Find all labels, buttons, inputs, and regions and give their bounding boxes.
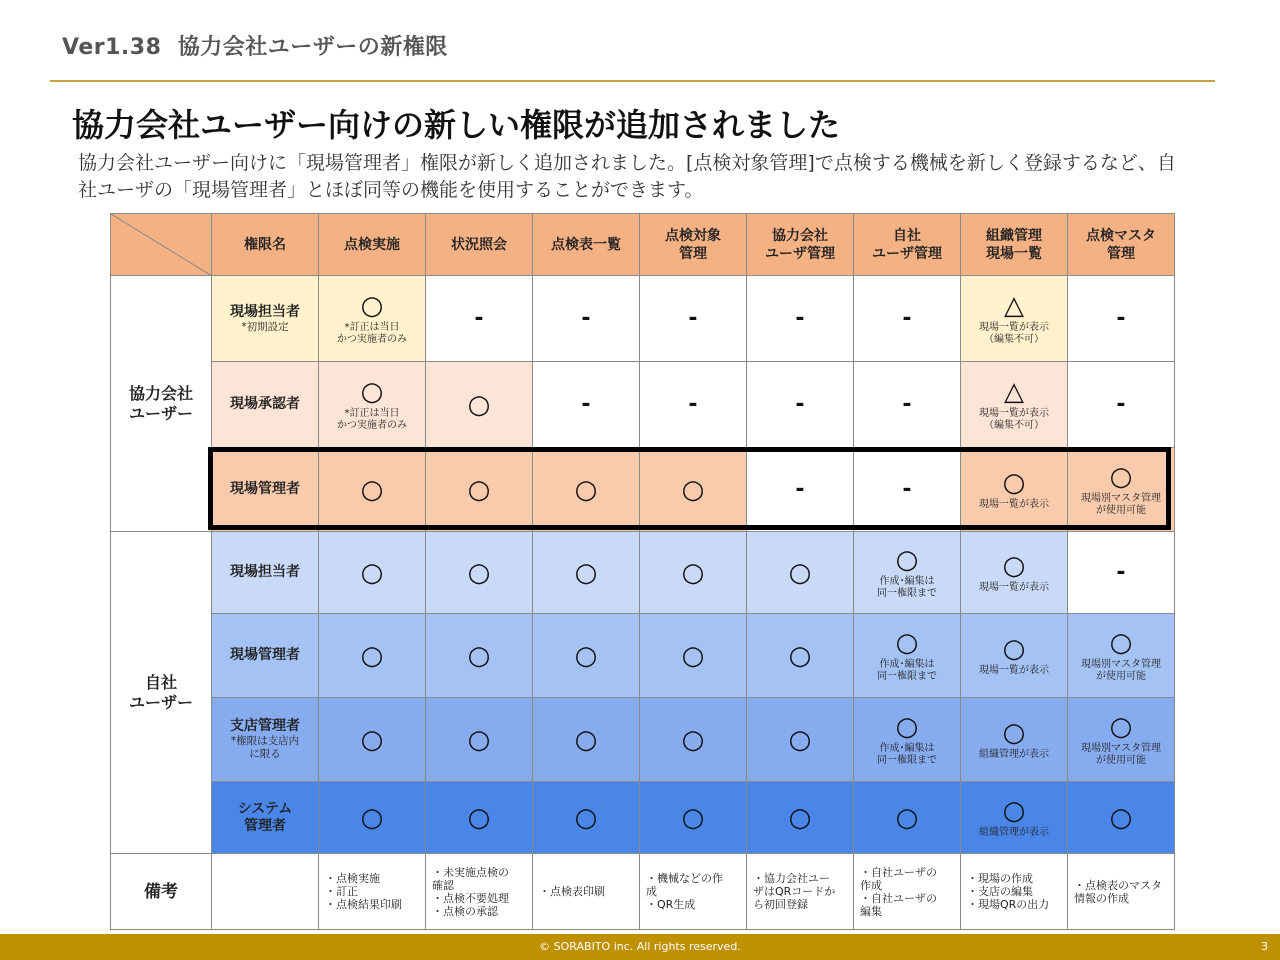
column-header: 点検表一覧 xyxy=(533,214,640,276)
remarks-cell: ・現場の作成 ・支店の編集 ・現場QRの出力 xyxy=(961,854,1068,930)
description: 協力会社ユーザー向けに「現場管理者」権限が新しく追加されました。[点検対象管理]で点検する機械を新しく登録するなど、自社ユーザの「現場管理者」とほぼ同等の機能を使用することができます。 xyxy=(78,152,1176,201)
permission-mark: ○ xyxy=(895,711,919,742)
permission-cell xyxy=(426,782,533,854)
remarks-cell: ・機械などの作 成 ・QR生成 xyxy=(640,854,747,930)
permission-cell xyxy=(533,782,640,854)
permission-cell xyxy=(533,448,640,532)
role-name: 現場担当者 xyxy=(230,303,300,320)
table-row xyxy=(111,614,1175,698)
remarks-cell: ・点検実施 ・訂正 ・点検結果印刷 xyxy=(319,854,426,930)
permission-mark: ○ xyxy=(574,474,598,505)
no-permission-mark: - xyxy=(1116,559,1126,585)
permission-note: 作成･編集は 同一権限まで xyxy=(877,742,937,766)
partial-permission-mark: △ xyxy=(1004,290,1024,321)
permission-note: 現場一覧が表示 xyxy=(979,581,1049,593)
permission-cell xyxy=(640,614,747,698)
permission-note: 組織管理が表示 xyxy=(979,826,1049,838)
permission-mark: ○ xyxy=(681,802,705,833)
permission-mark: ○ xyxy=(574,724,598,755)
permission-cell xyxy=(854,276,961,362)
remarks-cell: ・点検表のマスタ 情報の作成 xyxy=(1068,854,1175,930)
permission-cell xyxy=(961,782,1068,854)
no-permission-mark: - xyxy=(1116,391,1126,417)
permission-mark: ○ xyxy=(360,724,384,755)
permission-cell xyxy=(426,698,533,782)
permission-cell xyxy=(533,362,640,448)
permission-mark: ○ xyxy=(681,640,705,671)
table-row xyxy=(111,276,1175,362)
permission-note: 現場一覧が表示 xyxy=(979,664,1049,676)
column-header: 協力会社 ユーザ管理 xyxy=(747,214,854,276)
no-permission-mark: - xyxy=(474,305,484,331)
permission-cell xyxy=(747,698,854,782)
permission-mark: ○ xyxy=(895,627,919,658)
permission-mark: ○ xyxy=(788,557,812,588)
remarks-label: 備考 xyxy=(111,854,212,930)
permission-note: *訂正は当日 かつ実施者のみ xyxy=(337,407,407,431)
no-permission-mark: - xyxy=(902,391,912,417)
permission-mark: ○ xyxy=(467,640,491,671)
permission-cell xyxy=(319,532,426,614)
column-header: 点検対象 管理 xyxy=(640,214,747,276)
permission-mark: ○ xyxy=(467,802,491,833)
permission-cell xyxy=(640,362,747,448)
role-name: 現場管理者 xyxy=(230,647,300,663)
no-permission-mark: - xyxy=(688,305,698,331)
table-row xyxy=(111,532,1175,614)
permission-cell xyxy=(961,276,1068,362)
permission-cell xyxy=(747,782,854,854)
permission-cell xyxy=(426,276,533,362)
no-permission-mark: - xyxy=(795,305,805,331)
no-permission-mark: - xyxy=(688,391,698,417)
no-permission-mark: - xyxy=(581,391,591,417)
permission-cell xyxy=(854,782,961,854)
page-title: 協力会社ユーザー向けの新しい権限が追加されました xyxy=(72,106,841,144)
permission-note: *訂正は当日 かつ実施者のみ xyxy=(337,321,407,345)
permission-mark: ○ xyxy=(574,802,598,833)
footer xyxy=(0,934,1280,960)
table-row xyxy=(111,698,1175,782)
role-name: 現場承認者 xyxy=(230,396,300,412)
header-title: 協力会社ユーザーの新権限 xyxy=(177,35,448,60)
permission-cell xyxy=(533,698,640,782)
permission-cell xyxy=(854,448,961,532)
permission-cell xyxy=(747,614,854,698)
role-name-cell xyxy=(212,362,319,448)
permission-cell xyxy=(961,698,1068,782)
column-header: 権限名 xyxy=(212,214,319,276)
permission-cell xyxy=(319,276,426,362)
permission-cell xyxy=(854,532,961,614)
permission-cell xyxy=(854,698,961,782)
permission-cell xyxy=(1068,362,1175,448)
permission-mark: ○ xyxy=(681,724,705,755)
permission-mark: ○ xyxy=(895,544,919,575)
permission-mark: ○ xyxy=(360,802,384,833)
permission-cell xyxy=(1068,532,1175,614)
no-permission-mark: - xyxy=(581,305,591,331)
column-header: 組織管理 現場一覧 xyxy=(961,214,1068,276)
permission-mark: ○ xyxy=(1109,802,1133,833)
no-permission-mark: - xyxy=(795,476,805,502)
role-name: システム 管理者 xyxy=(237,800,293,834)
slide-header xyxy=(62,30,448,61)
permission-cell xyxy=(747,276,854,362)
permission-mark: ○ xyxy=(788,802,812,833)
column-header: 点検マスタ 管理 xyxy=(1068,214,1175,276)
role-name: 支店管理者 xyxy=(230,718,300,734)
permission-note: 作成･編集は 同一権限まで xyxy=(877,658,937,682)
permission-cell xyxy=(747,362,854,448)
role-name: 現場管理者 xyxy=(230,481,300,497)
permission-cell xyxy=(319,448,426,532)
permission-cell xyxy=(426,362,533,448)
role-name-cell xyxy=(212,614,319,698)
permission-mark: ○ xyxy=(360,290,384,321)
permission-mark: ○ xyxy=(360,474,384,505)
permission-mark: ○ xyxy=(360,640,384,671)
role-name-cell xyxy=(212,448,319,532)
role-name-cell xyxy=(212,532,319,614)
permission-table xyxy=(110,213,1175,930)
remarks-row xyxy=(111,854,1175,930)
corner-diagonal xyxy=(111,214,212,276)
version-label: Ver1.38 xyxy=(62,35,162,60)
permission-cell xyxy=(961,362,1068,448)
permission-mark: ○ xyxy=(681,474,705,505)
permission-cell xyxy=(747,448,854,532)
permission-cell xyxy=(747,532,854,614)
remarks-cell: ・点検表印刷 xyxy=(533,854,640,930)
permission-cell xyxy=(961,614,1068,698)
permission-mark: ○ xyxy=(788,724,812,755)
column-header: 状況照会 xyxy=(426,214,533,276)
permission-cell xyxy=(640,448,747,532)
remarks-cell xyxy=(212,854,319,930)
copyright: © SORABITO inc. All rights reserved. xyxy=(539,940,741,953)
permission-cell xyxy=(319,782,426,854)
permission-cell xyxy=(426,532,533,614)
permission-cell xyxy=(319,614,426,698)
role-name: 現場担当者 xyxy=(230,564,300,580)
column-header: 点検実施 xyxy=(319,214,426,276)
no-permission-mark: - xyxy=(1116,305,1126,331)
permission-cell xyxy=(640,782,747,854)
permission-mark: ○ xyxy=(1002,550,1026,581)
permission-cell xyxy=(319,698,426,782)
permission-cell xyxy=(426,448,533,532)
permission-note: 現場別マスタ管理 が使用可能 xyxy=(1081,658,1161,682)
permission-cell xyxy=(961,532,1068,614)
permission-mark: ○ xyxy=(1109,711,1133,742)
permission-note: 作成･編集は 同一権限まで xyxy=(877,575,937,599)
header-divider xyxy=(50,80,1215,82)
user-group-label: 自社 ユーザー xyxy=(111,532,212,854)
permission-cell xyxy=(640,532,747,614)
no-permission-mark: - xyxy=(902,476,912,502)
page-number: 3 xyxy=(1261,940,1268,953)
permission-cell xyxy=(1068,276,1175,362)
permission-mark: ○ xyxy=(788,640,812,671)
permission-cell xyxy=(1068,782,1175,854)
role-name-cell xyxy=(212,782,319,854)
permission-cell xyxy=(533,276,640,362)
partial-permission-mark: △ xyxy=(1004,376,1024,407)
permission-note: 現場別マスタ管理 が使用可能 xyxy=(1081,492,1161,516)
table-row xyxy=(111,782,1175,854)
permission-note: 現場一覧が表示 xyxy=(979,498,1049,510)
no-permission-mark: - xyxy=(795,391,805,417)
permission-mark: ○ xyxy=(360,557,384,588)
permission-mark: ○ xyxy=(467,474,491,505)
remarks-cell: ・協力会社ユー ザはQRコードか ら初回登録 xyxy=(747,854,854,930)
user-group-label: 協力会社 ユーザー xyxy=(111,276,212,532)
table-row xyxy=(111,448,1175,532)
permission-note: 組織管理が表示 xyxy=(979,748,1049,760)
permission-mark: ○ xyxy=(360,376,384,407)
permission-cell xyxy=(533,532,640,614)
permission-cell xyxy=(854,614,961,698)
role-note: *初期設定 xyxy=(241,320,289,333)
permission-mark: ○ xyxy=(1002,633,1026,664)
permission-cell xyxy=(640,698,747,782)
permission-note: 現場一覧が表示 （編集不可） xyxy=(979,407,1049,431)
permission-cell xyxy=(1068,448,1175,532)
no-permission-mark: - xyxy=(902,305,912,331)
permission-cell xyxy=(319,362,426,448)
permission-mark: ○ xyxy=(681,557,705,588)
role-note: *権限は支店内 に限る xyxy=(230,735,300,760)
permission-cell xyxy=(961,448,1068,532)
permission-mark: ○ xyxy=(1109,627,1133,658)
remarks-cell: ・未実施点検の 確認 ・点検不要処理 ・点検の承認 xyxy=(426,854,533,930)
permission-mark: ○ xyxy=(574,557,598,588)
remarks-cell: ・自社ユーザの 作成 ・自社ユーザの 編集 xyxy=(854,854,961,930)
role-name-cell xyxy=(212,698,319,782)
permission-note: 現場別マスタ管理 が使用可能 xyxy=(1081,742,1161,766)
permission-cell xyxy=(1068,614,1175,698)
permission-cell xyxy=(640,276,747,362)
permission-mark: ○ xyxy=(1002,717,1026,748)
permission-mark: ○ xyxy=(895,802,919,833)
permission-cell xyxy=(426,614,533,698)
table-row xyxy=(111,362,1175,448)
permission-cell xyxy=(854,362,961,448)
permission-mark: ○ xyxy=(467,724,491,755)
permission-mark: ○ xyxy=(1109,461,1133,492)
permission-note: 現場一覧が表示 （編集不可） xyxy=(979,321,1049,345)
permission-mark: ○ xyxy=(1002,467,1026,498)
permission-mark: ○ xyxy=(574,640,598,671)
table-header-row xyxy=(111,214,1175,276)
role-name-cell xyxy=(212,276,319,362)
permission-cell xyxy=(533,614,640,698)
permission-mark: ○ xyxy=(1002,795,1026,826)
permission-mark: ○ xyxy=(467,389,491,420)
corner-cell xyxy=(111,214,212,276)
permission-mark: ○ xyxy=(467,557,491,588)
permission-cell xyxy=(1068,698,1175,782)
column-header: 自社 ユーザ管理 xyxy=(854,214,961,276)
